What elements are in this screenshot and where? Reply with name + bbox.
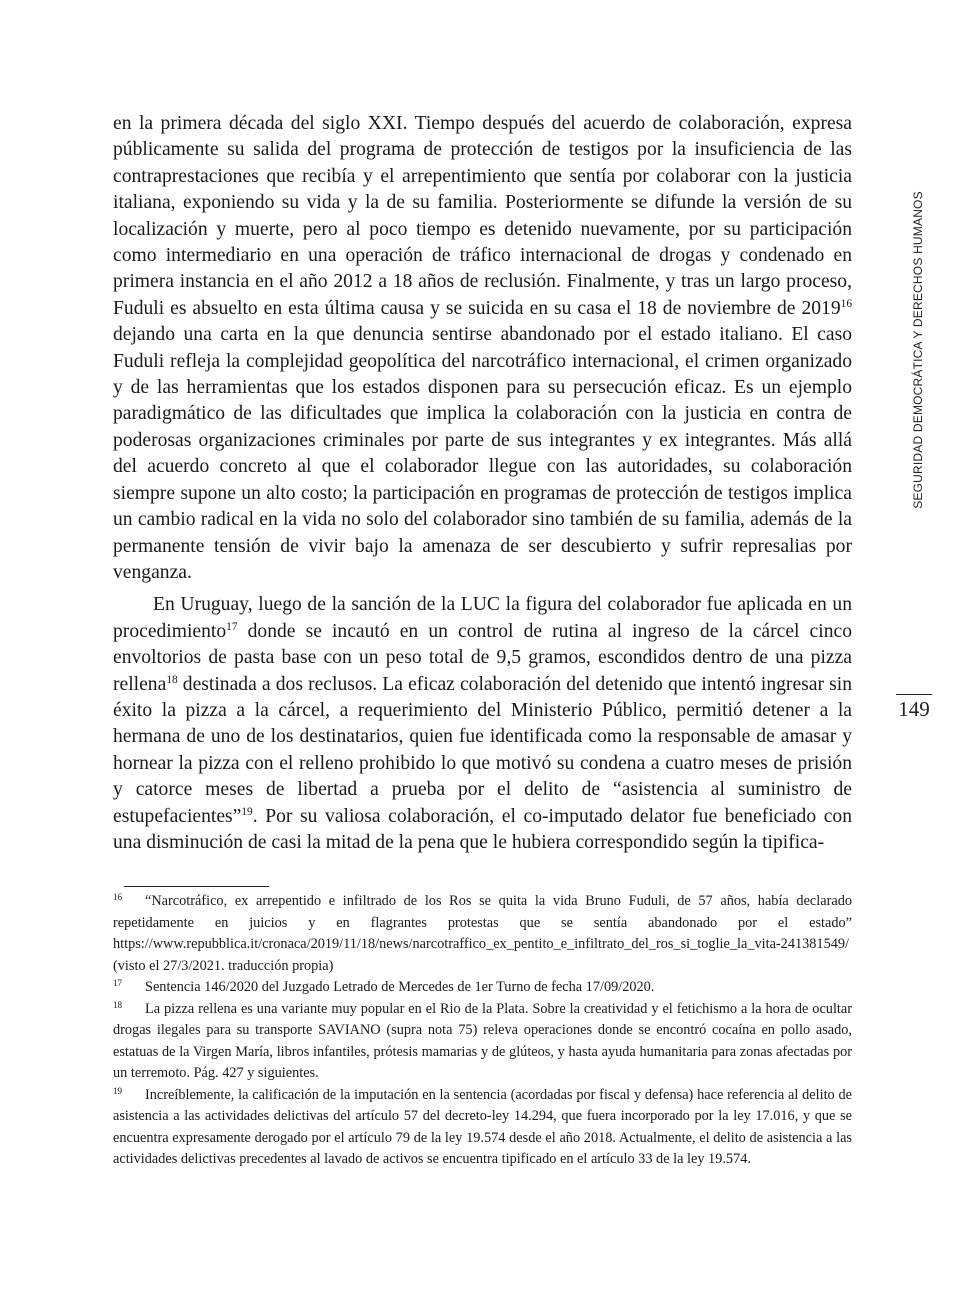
footnote-18: 18 La pizza rellena es una variante muy popular en el Rio de la Plata. Sobre la creatividad y el fetichismo a la hora de ocultar drogas ilegales para su transporte SAVIANO (supra nota 75) releva operaciones donde se encontró cocaína en pollo asado, estatuas de la Virgen María, libros infantiles, prótesis mamarias y de glúteos, y hasta ayuda humanitaria para zonas afectadas por un terremoto. Pág. 427 y siguientes. bbox=[113, 999, 852, 1081]
page-number-rule bbox=[896, 694, 932, 695]
paragraph-1 bbox=[113, 111, 852, 586]
paragraph-1-text-b: dejando una carta en la que denuncia sentirse abandonado por el estado italiano. El caso Fuduli refleja la complejidad geopolítica del narcotráfico internacional, el crimen organizado y de las herramientas que los estados disponen para su persecución eficaz. Es un ejemplo paradigmático de las dificultades que implica la colaboración con la justicia en contra de poderosas organizaciones criminales por parte de sus integrantes y ex integrantes. Más allá del acuerdo concreto al que el colaborador llegue con las autoridades, su colaboración siempre supone un alto costo; la participación en programas de protección de testigos implica un cambio radical en la vida no solo del colaborador sino también de su familia, además de la permanente tensión de vivir bajo la amenaza de ser descubierto y sufrir represalias por venganza. bbox=[113, 324, 852, 583]
footnote-text: La pizza rellena es una variante muy popular en el Rio de la Plata. Sobre la creatividad y el fetichismo a la hora de ocultar drogas ilegales para su transporte SAVIANO (supra nota 75) releva operaciones donde se encontró cocaína en pollo asado, estatuas de la Virgen María, libros infantiles, prótesis mamarias y de glúteos, y hasta ayuda humanitaria para zonas afectadas por un terremoto. Pág. 427 y siguientes. bbox=[113, 1000, 852, 1081]
footnote-19: 19 Increíblemente, la calificación de la imputación en la sentencia (acordadas por fiscal y defensa) hace referencia al delito de asistencia a las actividades delictivas del artículo 57 del decreto-ley 14.294, que fuera incorporado por la ley 17.016, y que se encuentra expresamente derogado por el artículo 79 de la ley 19.574 desde el año 2018. Actualmente, el delito de asistencia a las actividades delictivas precedentes al lavado de activos se encuentra tipificado en el artículo 33 de la ley 19.574. bbox=[113, 1085, 852, 1167]
footnote-text: Increíblemente, la calificación de la imputación en la sentencia (acordadas por fiscal y defensa) hace referencia al delito de asistencia a las actividades delictivas del artículo 57 del decreto-ley 14.294, que fuera incorporado por la ley 17.016, y que se encuentra expresamente derogado por el artículo 79 de la ley 19.574 desde el año 2018. Actualmente, el delito de asistencia a las actividades delictivas precedentes al lavado de activos se encuentra tipificado en el artículo 33 de la ley 19.574. bbox=[113, 1086, 852, 1167]
footnote-text: Sentencia 146/2020 del Juzgado Letrado de Mercedes de 1er Turno de fecha 17/09/2020. bbox=[145, 979, 655, 995]
footnote-text: “Narcotráfico, ex arrepentido e infiltrado de los Ros se quita la vida Bruno Fuduli, de 57 años, había declarado repetidamente en juicios y en flagrantes protestas que se sentía abandonado por el estado” https://www.repubblica.it/cronaca/2019/11/18/news/narcotraffico_ex_pentito_e_infiltrato_del_ros_si_toglie_la_vita-241381549/ (visto el 27/3/2021. traducción propia) bbox=[113, 893, 852, 974]
footnote-separator bbox=[124, 886, 269, 887]
paragraph-1-text-a: en la primera década del siglo XXI. Tiempo después del acuerdo de colaboración, expresa públicamente su salida del programa de protección de testigos por la insuficiencia de las contraprestaciones que recibía y el arrepentimiento que sentía por colaborar con la justicia italiana, exponiendo su vida y la de su familia. Posteriormente se difunde la versión de su localización y muerte, pero al poco tiempo es detenido nuevamente, por su participación como intermediario en una operación de tráfico internacional de drogas y condenado en primera instancia en el año 2012 a 18 años de reclusión. Finalmente, y tras un largo proceso, Fuduli es absuelto en esta última causa y se suicida en su casa el 18 de noviembre de 2019 bbox=[113, 113, 852, 319]
paragraph-2 bbox=[113, 592, 852, 856]
page-number: 149 bbox=[898, 697, 930, 721]
footnote-16: 16 “Narcotráfico, ex arrepentido e infiltrado de los Ros se quita la vida Bruno Fuduli, de 57 años, había declarado repetidamente en juicios y en flagrantes protestas que se sentía abandonado por el estado” https://www.repubblica.it/cronaca/2019/11/18/news/narcotraffico_ex_pentito_e_infiltrato_del_ros_si_toglie_la_vita-241381549/ (visto el 27/3/2021. traducción propia) bbox=[113, 892, 852, 974]
footnote-ref-17[interactable]: 17 bbox=[226, 620, 238, 633]
paragraph-2-text-a: En Uruguay, luego de la sanción de la LUC la figura del colaborador fue aplicada en un procedimiento bbox=[113, 594, 852, 642]
footnote-17: 17 Sentencia 146/2020 del Juzgado Letrado de Mercedes de 1er Turno de fecha 17/09/2020. bbox=[113, 978, 655, 995]
footnotes bbox=[113, 891, 852, 1171]
paragraph-2-text-d: . Por su valiosa colaboración, el co-imputado delator fue beneficiado con una disminución de casi la mitad de la pena que le hubiera correspondido según la tipifica- bbox=[113, 805, 852, 853]
footnote-ref-18[interactable]: 18 bbox=[166, 673, 178, 686]
footnote-ref-19[interactable]: 19 bbox=[241, 805, 253, 818]
running-side-title: SEGURIDAD DEMOCRÁTICA Y DERECHOS HUMANOS bbox=[911, 191, 925, 509]
paragraph-2-text-b: donde se incautó en un control de rutina al ingreso de la cárcel cinco envoltorios de pasta base con un peso total de 9,5 gramos, escondidos dentro de una pizza rellena bbox=[113, 620, 852, 695]
main-text bbox=[113, 111, 852, 856]
footnote-ref-16[interactable]: 16 bbox=[840, 298, 852, 311]
paragraph-2-text-c: destinada a dos reclusos. La eficaz colaboración del detenido que intentó ingresar sin éxito la pizza a la cárcel, a requerimiento del Ministerio Público, permitió detener a la hermana de uno de los destinatarios, quien fue identificada como la responsable de amasar y hornear la pizza con el relleno prohibido lo que motivó su condena a cuatro meses de prisión y catorce meses de libertad a prueba por el delito de “asistencia al suministro de estupefacientes” bbox=[113, 673, 852, 827]
